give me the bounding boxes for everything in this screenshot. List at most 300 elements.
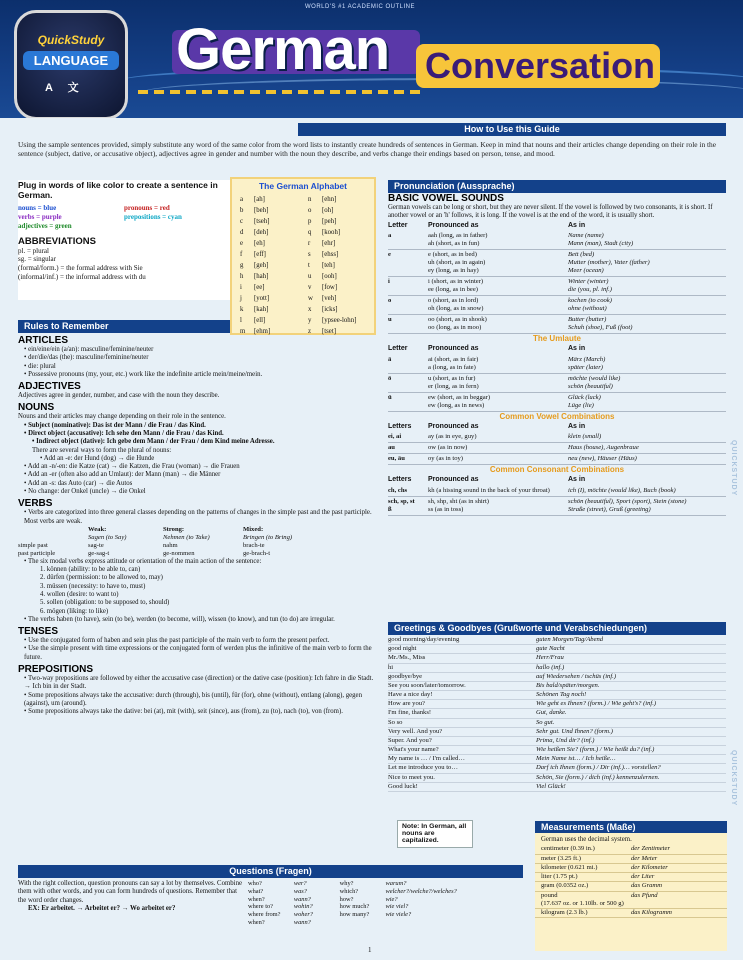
alphabet-pronunciation: [ehm] [254,328,271,335]
abbr-item: pl. = plural [18,246,49,255]
table-cell: e [388,250,428,277]
measurement-english: centimeter (0.39 in.) [541,845,595,853]
greeting-row [388,755,726,764]
rule-line: • Some prepositions always take the dative: bei (at), mit (with), seit (since), aus (from), zu (to), nach (to), von (from). [24,708,343,716]
plug-in-box [18,180,230,300]
alphabet-pronunciation: [icks] [322,306,338,313]
alphabet-row [240,216,298,227]
greetings-list [388,636,726,792]
greeting-german: So gut. [536,718,555,726]
verbs-heading: VERBS [18,498,53,510]
table-row [388,296,726,315]
alphabet-pronunciation: [deh] [254,229,269,236]
measurement-english: liter (1.75 pt.) [541,873,578,881]
question-english: which? [339,887,359,895]
rule-line: • Indirect object (dative): Ich gebe dem Mann / der Frau / dem Kind meine Adresse. [32,438,275,446]
verb-table-cell: nahm [163,541,178,549]
verb-table-cell: Nehmen (to Take) [163,533,210,541]
alphabet-letter: q [308,229,312,236]
alphabet-letter: n [308,196,312,203]
measurement-english: kilogram (2.3 lb.) [541,909,588,917]
logo-brand: QuickStudy [37,33,105,47]
question-english: where to? [248,903,274,911]
page-title: German [176,17,390,82]
greeting-german: Prima, Und dir? (inf.) [536,736,595,744]
page-subtitle: Conversation [425,45,656,86]
alphabet-row [308,293,366,304]
alphabet-letter: p [308,218,312,225]
alphabet-row [308,227,366,238]
alphabet-letter: b [240,207,244,214]
table-cell: sch, sp, st ß [388,496,428,515]
table-cell: ü [388,392,428,411]
question-english: who? [248,880,262,887]
alphabet-row [240,205,298,216]
measurements-box [535,821,727,951]
greeting-row [388,783,726,792]
greeting-english: Super. And you? [388,736,432,744]
table-header-row [388,344,726,355]
table-cell: ow (as in now) [428,443,568,454]
greeting-german: Schön, Sie (form.) / dich (inf.) kennenzulernen. [536,773,660,781]
table-cell: Butter (butter) Schuh (shoe), Fuß (foot) [568,315,726,334]
table-cell: oy (as in toy) [428,454,568,465]
greeting-row [388,719,726,728]
legend-prepositions: prepositions = cyan [124,213,182,222]
alphabet-pronunciation: [kooh] [322,229,341,236]
question-german: wie viele? [385,911,412,919]
measurements-intro: German uses the decimal system. [541,836,632,843]
table-cell: ö [388,373,428,392]
consonant-combos-heading: Common Consonant Combinations [489,465,625,475]
rule-line: Adjectives agree in gender, number, and case with the noun they describe. [18,392,220,400]
table-header-cell: Letter [388,345,408,353]
question-german: was? [293,887,307,895]
table-cell: schön (beautiful), Sport (sport), Stein (stone) Straße (street), Gruß (greeting) [568,496,726,515]
measurement-german: der Liter [631,873,655,881]
measurement-row [535,855,727,864]
table-header-cell: As in [568,345,586,353]
table-cell: sh, shp, sht (as in shirt) ss (as in toss) [428,496,568,515]
table-cell: neu (new), Häuser (Häus) [568,454,726,465]
questions-example: EX: Er arbeitet. → Arbeitet er? → Wo arbeitet er? [28,905,176,913]
greeting-german: Herr/Frau [536,654,564,662]
alphabet-letter: j [240,295,242,302]
alphabet-pronunciation: [oh] [322,207,334,214]
table-header-cell: As in [568,476,586,484]
greetings-title: Greetings & Goodbyes (Grußworte und Verabschiedungen) [388,622,726,635]
table-cell: ä [388,355,428,374]
alphabet-row [240,194,298,205]
verb-table-cell: Weak: [88,525,107,533]
modal-item: 3. müssen (necessity: to have to, must) [40,582,146,590]
nouns-heading: NOUNS [18,402,55,414]
greeting-german: Wie geht es Ihnen? (form.) / Wie geht's? (inf.) [536,700,657,708]
greeting-row [388,645,726,654]
question-english: what? [248,887,264,895]
greeting-german: hallo (inf.) [536,663,565,671]
alphabet-row [240,271,298,282]
measurement-row [535,845,727,854]
greeting-english: Have a nice day! [388,691,433,699]
alphabet-letter: g [240,262,244,269]
greeting-row [388,728,726,737]
vowels-table [388,221,726,335]
vowel-combos-heading: Common Vowel Combinations [499,411,615,421]
rule-line: • Use the conjugated form of haben and sein plus the past participle of the main verb to form the present perfect. [24,637,330,645]
howto-title: How to Use this Guide [298,123,726,136]
verb-classes-table [18,526,374,558]
plug-title: Plug in words of like color to create a sentence in German. [18,180,218,201]
greeting-row [388,737,726,746]
alphabet-letter: s [308,251,311,258]
legend-pronouns: pronouns = red [124,204,170,213]
header-dash-decoration [138,90,420,94]
rules-title: Rules to Remember [18,320,230,333]
rule-line: • The six modal verbs express attitude or orientation of the main action of the sentence: [24,557,262,565]
alphabet-pronunciation: [kah] [254,306,269,313]
umlaute-table [388,344,726,412]
greeting-english: What's your name? [388,746,439,754]
greeting-german: guten Morgen/Tag/Abend [536,636,604,643]
table-row [388,454,726,465]
table-row [388,432,726,443]
verb-table-cell: ge-brach-t [243,549,271,557]
measurements-title: Measurements (Maße) [535,821,727,833]
greeting-row [388,636,726,645]
table-cell: Bett (bed) Mutter (mother), Vater (father) Meer (ocean) [568,250,726,277]
abbr-item: sg. = singular [18,255,56,264]
table-row [388,373,726,392]
verb-table-cell: Sagen (to Say) [88,533,127,541]
alphabet-letter: v [308,284,312,291]
verb-table-cell: Mixed: [243,525,264,533]
greeting-english: See you soon/later/tomorrow. [388,681,466,689]
table-cell: ay (as in eye, guy) [428,432,568,443]
howto-text: Using the sample sentences provided, simply substitute any word of the same color from the word lists to instantly create hundreds of sentences in German. Keep in mind that nouns and their articles change depending on their role in the sentence (subject, dative, or accusative object), adjectives agree in gender and number with the noun they describe, and verbs change their endings based on person, tense, and mood. [18,140,717,159]
greeting-english: I'm fine, thanks! [388,709,432,717]
greeting-row [388,682,726,691]
table-cell: u [388,315,428,334]
greeting-english: Very well. And you? [388,727,443,735]
greeting-row [388,664,726,673]
page-number: 1 [368,946,372,954]
alphabet-pronunciation: [ehr] [322,240,336,247]
alphabet-row [308,238,366,249]
measurement-german: das Kilogramm [631,909,672,917]
question-words-grid [248,880,523,927]
umlaute-heading: The Umlaute [532,334,581,344]
alphabet-pronunciation: [ehn] [322,196,337,203]
verb-table-cell: simple past [18,541,48,549]
table-cell: Haus (house), Augenbraue [568,443,726,454]
rule-line: • Two-way prepositions are followed by either the accusative case (direction) or the dative case (position): Ich fahre in die Stadt. → Ich bin in der Stadt. [24,675,374,691]
table-cell: möchte (would like) schön (beautiful) [568,373,726,392]
greeting-english: goodbye/bye [388,672,423,680]
questions-body [18,880,246,914]
questions-title: Questions (Fragen) [18,865,523,878]
table-header-cell: Letters [388,476,412,484]
prepositions-heading: PREPOSITIONS [18,664,94,675]
measurement-english: meter (3.25 ft.) [541,854,581,862]
basic-vowels-intro: German vowels can be long or short, but they are never silent. If the vowel is followed by two consonants, it is short. If another vowel or an 'h' follows, it is long. If the vowel is at the end of the word, it is usually short. [388,204,713,220]
alphabet-pronunciation: [ypsee-lohn] [322,317,357,324]
measurement-german: der Zentimeter [631,845,671,853]
alphabet-letter: k [240,306,244,313]
verb-table-cell: past participle [18,549,56,557]
table-header-cell: Letter [388,221,408,229]
question-english: why? [339,880,354,887]
table-row [388,315,726,334]
measurement-german: der Kilometer [631,863,668,871]
alphabet-row [308,194,366,205]
alphabet-letter: c [240,218,244,225]
alphabet-pronunciation: [ooh] [322,273,337,280]
vowel-combos-table [388,422,726,466]
alphabet-row [240,227,298,238]
greeting-row [388,746,726,755]
question-english: when? [248,895,265,903]
rule-line: Nouns and their articles may change depending on their role in the sentence. [18,413,226,421]
greeting-english: Mr./Ms., Miss [388,654,426,662]
table-cell: o [388,296,428,315]
capitalization-note: Note: In German, all nouns are capitalized. [397,820,473,848]
question-german: wohin? [293,903,313,911]
abbr-item: (informal/inf.) = the informal address with du [18,272,146,281]
question-english [340,919,386,927]
table-cell: oo (short, as in shook) oo (long, as in moo) [428,315,568,334]
alphabet-pronunciation: [tset] [322,328,336,335]
alphabet-row [308,216,366,227]
header-topline: WORLD'S #1 ACADEMIC OUTLINE [305,4,415,10]
alphabet-pronunciation: [ell] [254,317,266,324]
alphabet-pronunciation: [teh] [322,262,335,269]
greeting-german: Viel Glück! [536,782,566,790]
alphabet-pronunciation: [eh] [254,240,265,247]
alphabet-row [308,260,366,271]
tenses-heading: TENSES [18,626,59,638]
modal-item: 4. wollen (desire: to want to) [40,591,119,599]
table-cell: März (March) später (later) [568,355,726,374]
alphabet-letter: i [240,284,242,291]
greeting-german: Gut, danke. [536,709,567,717]
greeting-german: auf Wiedersehen / tschüs (inf.) [536,672,617,680]
verb-table-cell: Bringen (to Bring) [243,533,293,541]
verb-table-cell: ge-sag-t [88,549,110,557]
question-german: welcher?/welche?/welches? [385,887,457,895]
table-header-cell: Pronounced as [428,476,479,484]
rule-line: • Possessive pronouns (my, your, etc.) work like the indefinite article mein/meine/mein. [24,370,263,378]
alphabet-letter: u [308,273,312,280]
question-english: how much? [339,903,370,911]
rule-line: • die: plural [24,362,56,370]
table-row [388,277,726,296]
table-cell: u (short, as in fur) er (long, as in fern) [428,373,568,392]
rule-line: • der/die/das (the): masculine/feminine/neuter [24,354,149,362]
alphabet-pronunciation: [ehss] [322,251,339,258]
question-english: when? [248,919,265,927]
modal-item: 2. dürfen (permission: to be allowed to, may) [40,574,163,582]
measurement-row [535,909,727,918]
alphabet-pronunciation: [eff] [254,251,266,258]
greeting-english: good morning/day/evening [388,636,460,643]
table-cell: o (short, as in lord) oh (long, as in snow) [428,296,568,315]
greeting-row [388,673,726,682]
alphabet-column-left [240,194,298,337]
greeting-english: Let me introduce you to… [388,764,458,772]
alphabet-pronunciation: [tseh] [254,218,270,225]
rules-body [18,333,374,716]
question-german: wie viel? [385,903,409,911]
alphabet-pronunciation: [ee] [254,284,265,291]
greeting-row [388,700,726,709]
question-german: wann? [293,919,311,927]
table-cell: ei, ai [388,432,428,443]
rule-line: • Verbs are categorized into three general classes depending on the patterns of changes in the simple past and the past participle. Most verbs are weak. [24,509,372,525]
rule-line: • Some prepositions always take the accusative: durch (through), bis (until), für (for), ohne (without), entlang (along), gegen (against), um (around). [24,691,362,707]
rule-line: • Use the simple present with time expressions or the conjugated form of werden plus the infinitive of the main verb to form the future. [24,645,372,661]
abbr-item: (formal/form.) = the formal address with Sie [18,264,143,273]
alphabet-row [240,249,298,260]
alphabet-letter: f [240,251,243,258]
alphabet-pronunciation: [veh] [322,295,337,302]
legend-adjectives: adjectives = green [18,221,72,230]
table-header-cell: As in [568,422,586,430]
greeting-row [388,774,726,783]
measurement-row [535,882,727,891]
alphabet-row [240,238,298,249]
greeting-german: Bis bald/später/morgen. [536,681,600,689]
question-german: warum? [385,880,407,887]
alphabet-letter: h [240,273,244,280]
alphabet-row [308,249,366,260]
alphabet-letter: z [308,328,312,335]
greeting-row [388,764,726,773]
measurement-english: gram (0.0352 oz.) [541,882,589,890]
alphabet-letter: o [308,207,312,214]
table-cell: ai (short, as in fair) a (long, as in fate) [428,355,568,374]
articles-heading: ARTICLES [18,335,68,346]
greeting-german: Wie heißen Sie? (form.) / Wie heißt du? (inf.) [536,746,655,754]
alphabet-box [230,177,376,335]
greeting-german: Darf ich Ihnen (form.) / Dir (inf.)… vorstellen? [536,764,661,772]
measurements-list [535,845,727,918]
alphabet-pronunciation: [yott] [254,295,270,302]
measurement-english: kilometer (0.621 mi.) [541,863,598,871]
basic-vowels-heading: BASIC VOWEL SOUNDS [388,193,504,204]
alphabet-letter: r [308,240,311,247]
alphabet-letter: w [308,295,313,302]
question-english: how many? [339,911,370,919]
legend-nouns: nouns = blue [18,204,57,213]
verb-table-cell: sag-te [88,541,104,549]
alphabet-row [308,282,366,293]
table-row [388,486,726,497]
table-cell: eu, äu [388,454,428,465]
rule-line: • The verbs haben (to have), sein (to be), werden (to become, will), wissen (to know), and tun (to do) are irregular. [24,615,335,623]
table-cell: ew (short, as in beggar) ew (long, as in news) [428,392,568,411]
table-row [388,355,726,374]
verb-table-cell: ge-nommen [163,549,195,557]
alphabet-pronunciation: [fow] [322,284,338,291]
greeting-german: Mein Name ist… / Ich heiße… [536,755,616,763]
question-english: how? [339,895,354,903]
alphabet-letter: y [308,317,312,324]
greeting-german: gute Nacht [536,645,565,653]
greeting-german: Schönen Tag noch! [536,691,587,699]
table-header-cell: As in [568,221,586,229]
question-english: where from? [248,911,281,919]
greeting-english: Good luck! [388,782,418,790]
table-cell: ich (I), möchte (would like), Buch (book) [568,486,726,497]
alphabet-pronunciation: [peh] [322,218,337,225]
table-cell: kh (a hissing sound in the back of your throat) [428,486,568,497]
alphabet-letter: t [308,262,310,269]
greeting-row [388,654,726,663]
table-cell: Glück (luck) Lüge (lie) [568,392,726,411]
question-german: woher? [293,911,314,919]
measurement-english: pound (17.637 oz. or 1.10lb. or 500 g) [541,891,624,907]
rule-line: • Add an -e: der Hund (dog) → die Hunde [40,454,155,462]
greeting-english: My name is … / I'm called… [388,755,466,763]
greeting-row [388,691,726,700]
rule-line: • ein/eine/ein (a/an): masculine/feminine/neuter [24,346,154,353]
table-header-cell: Letters [388,422,412,430]
alphabet-letter: m [240,328,246,335]
table-header-cell: Pronounced as [428,221,479,229]
greeting-row [388,709,726,718]
table-cell: i (short, as in winter) ee (long, as in bee) [428,277,568,296]
alphabet-row [240,304,298,315]
modal-item: 1. können (ability: to be able to, can) [40,566,141,574]
greeting-english: good night [388,645,417,653]
question-german: wer? [293,880,307,887]
adjectives-heading: ADJECTIVES [18,381,81,393]
rule-line: • Add an -er (often also add an Umlaut): der Mann (man) → die Männer [24,471,221,479]
measurement-german: der Meter [631,854,658,862]
verb-table-cell: brach-te [243,541,265,549]
table-cell: Winter (winter) die (you, pl. inf.) [568,277,726,296]
question-german: wann? [293,895,311,903]
alphabet-row [308,205,366,216]
alphabet-letter: e [240,240,244,247]
greeting-english: hi [388,663,394,671]
table-row [388,392,726,411]
table-row [388,443,726,454]
alphabet-letter: l [240,317,242,324]
rule-line: • No change: der Onkel (uncle) → die Onkel [24,487,146,495]
rule-line: There are several ways to form the plural of nouns: [32,446,172,454]
table-row [388,496,726,515]
table-header-row [388,221,726,232]
measurement-row [535,873,727,882]
abbreviations-heading: ABBREVIATIONS [18,235,96,247]
table-header-row [388,475,726,486]
alphabet-letter: a [240,196,244,203]
table-header-cell: Pronounced as [428,345,479,353]
alphabet-letter: x [308,306,312,313]
alphabet-pronunciation: [beh] [254,207,269,214]
alphabet-row [240,282,298,293]
table-header-row [388,422,726,433]
table-cell: aah (long, as in father) ah (short, as in fun) [428,231,568,250]
rule-line: • Add an -s: das Auto (car) → die Autos [24,479,133,487]
measurement-row [535,864,727,873]
greeting-english: So so [388,718,403,726]
greeting-german: Sehr gut. Und Ihnen? (form.) [536,727,613,735]
table-cell: au [388,443,428,454]
questions-text: With the right collection, question pronouns can say a lot by themselves. Combine them with other words, and you can form hundreds of questions. Remember that the word order changes. [18,880,242,904]
